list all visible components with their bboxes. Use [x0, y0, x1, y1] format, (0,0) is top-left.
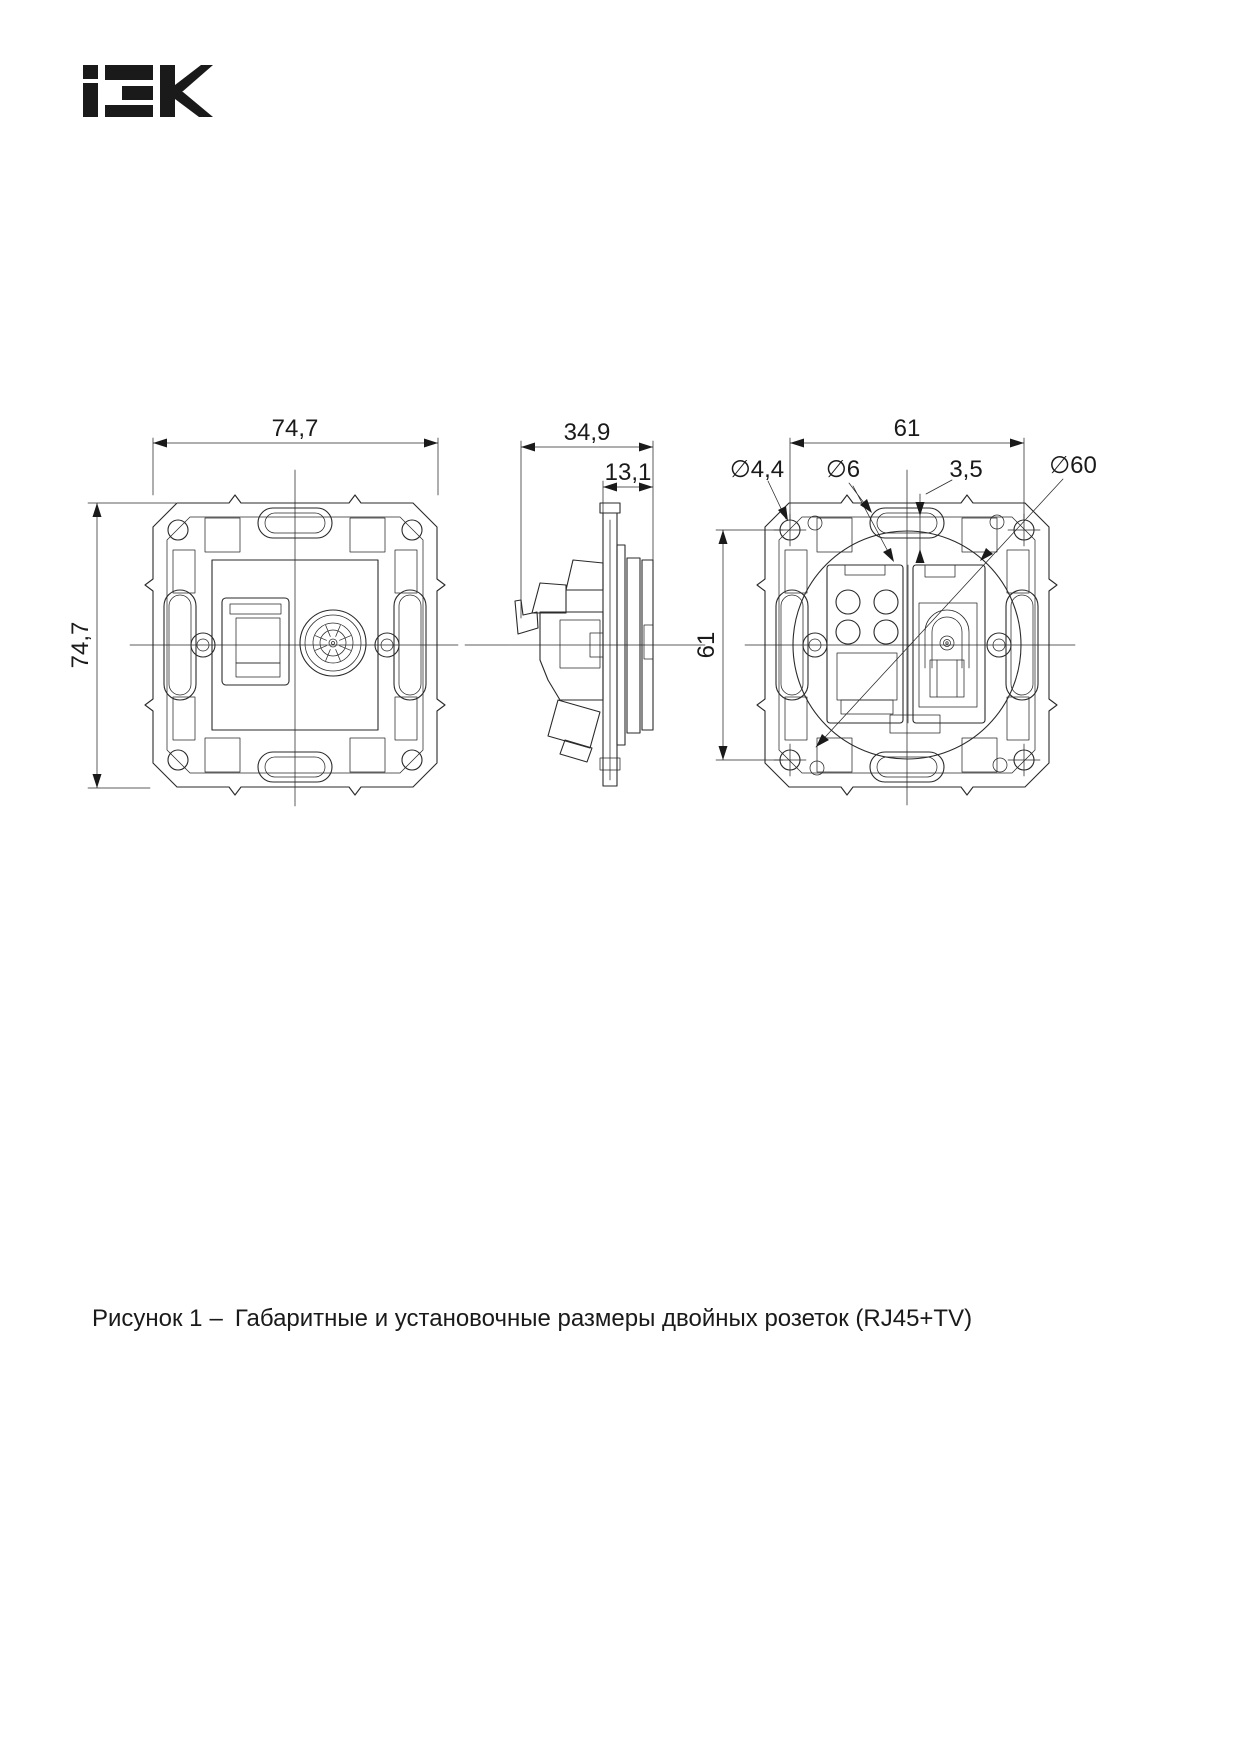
dim-screw-spacing-h: 61	[893, 415, 921, 442]
front-view-drawing	[67, 415, 458, 806]
dim-side-plate-depth: 13,1	[604, 459, 652, 486]
dim-front-height: 74,7	[67, 621, 94, 669]
rj45-rear-module	[827, 565, 903, 723]
tv-rear-module	[913, 565, 985, 723]
iek-logo	[83, 65, 213, 117]
front-view-dimensions	[67, 415, 438, 788]
dim-screw-spacing-v: 61	[693, 631, 720, 659]
caption-text: Габаритные и установочные размеры двойных розеток (RJ45+TV)	[234, 1305, 973, 1332]
side-view-drawing	[465, 419, 705, 786]
caption-figure-label: Рисунок 1	[92, 1305, 203, 1332]
tv-coax-connector	[300, 610, 366, 676]
back-view-dimensions	[693, 415, 1097, 760]
label-claw-slot: 3,5	[949, 456, 983, 483]
rj45-jack	[222, 598, 289, 685]
side-view-dimensions	[521, 419, 653, 618]
label-cable-hole-dia: ∅6	[825, 456, 861, 483]
figure-caption	[92, 1305, 972, 1333]
dim-side-depth: 34,9	[563, 419, 611, 446]
label-screw-hole-dia: ∅4,4	[729, 456, 785, 483]
dim-front-width: 74,7	[271, 415, 319, 442]
label-support-ring-dia: ∅60	[1049, 452, 1097, 479]
back-view-drawing	[693, 415, 1097, 805]
caption-dash: –	[209, 1305, 223, 1332]
